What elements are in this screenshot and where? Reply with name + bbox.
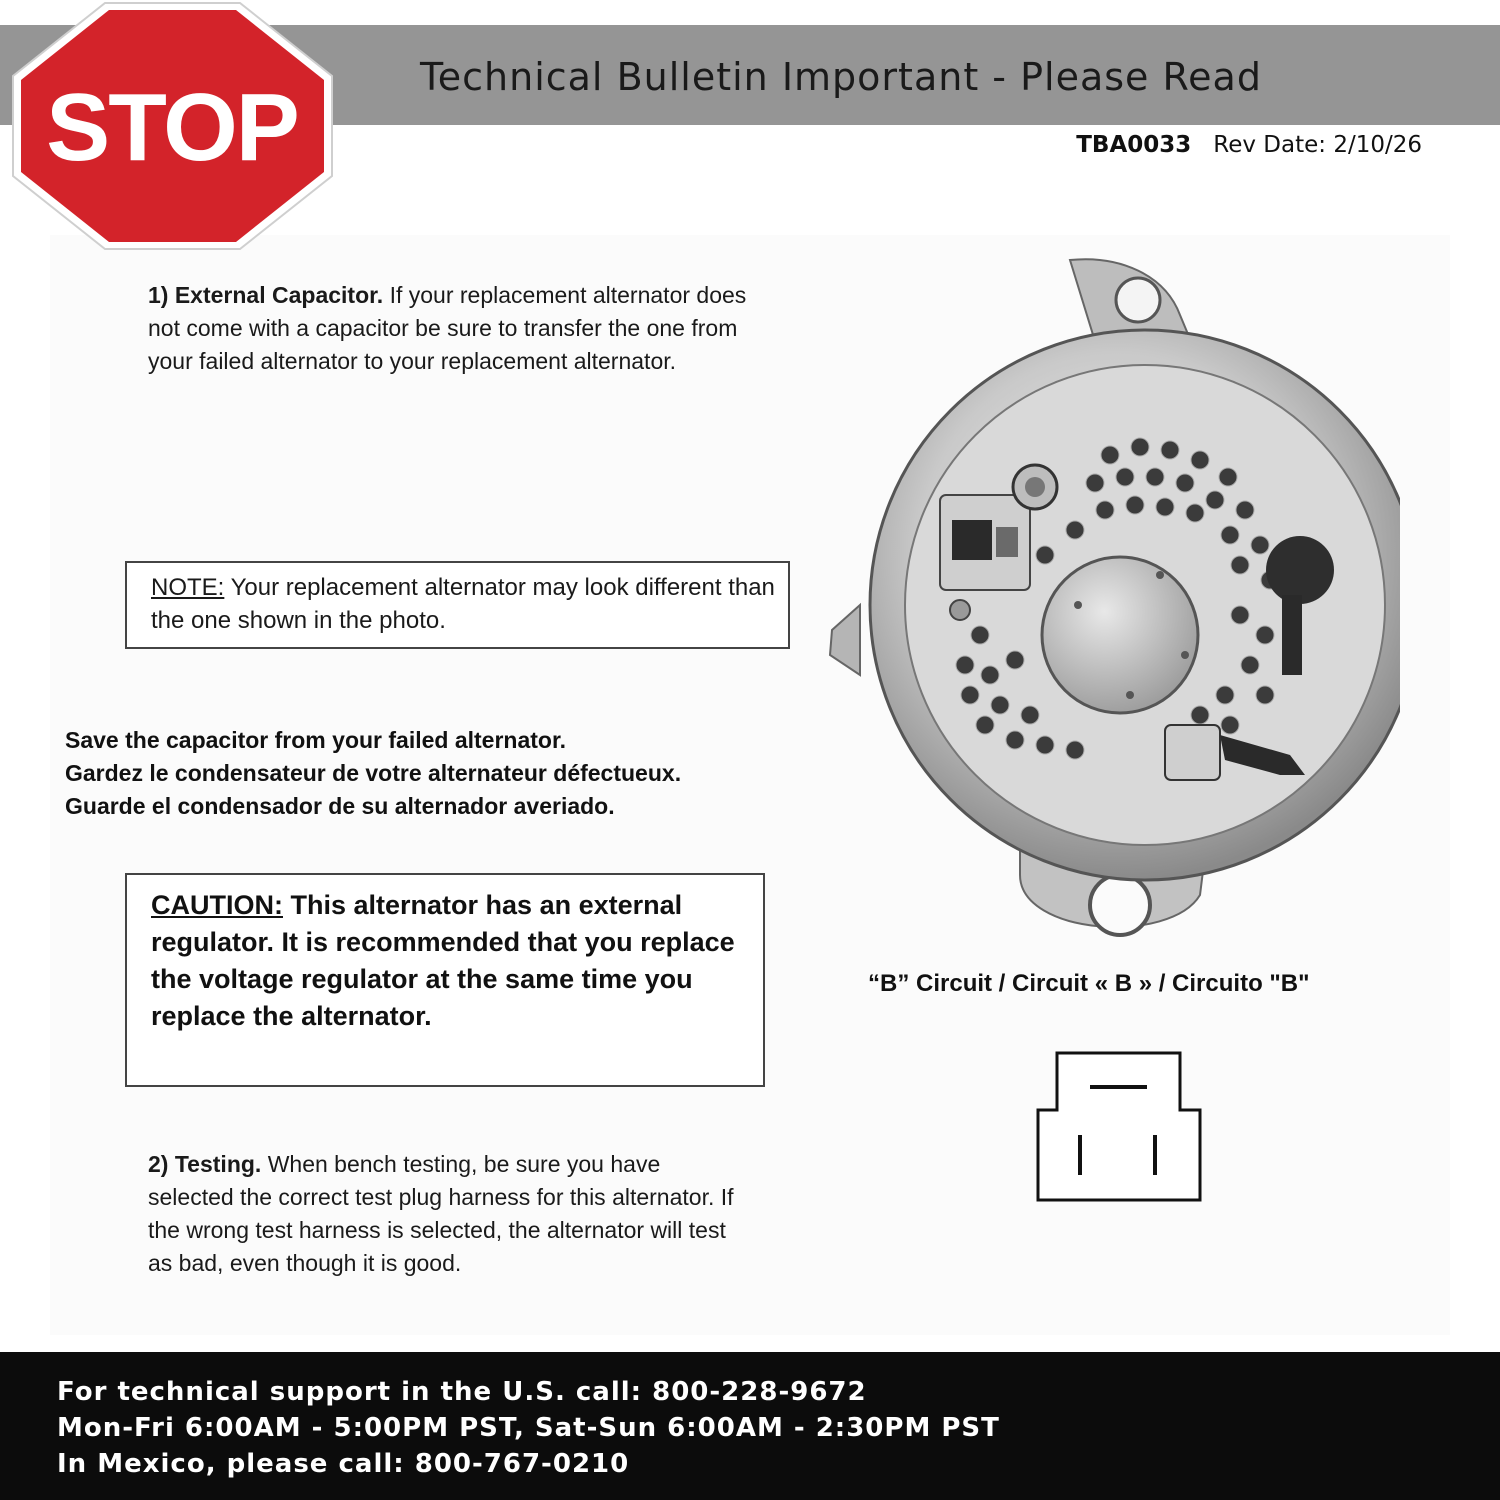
alternator-photo [820, 255, 1400, 955]
revision-date: Rev Date: 2/10/26 [1213, 132, 1422, 158]
caution-text [151, 887, 751, 1035]
support-contact [57, 1374, 1000, 1482]
circuit-label: “B” Circuit / Circuit « B » / Circuito "B" [868, 970, 1310, 997]
caution-label: CAUTION: [151, 890, 283, 920]
document-meta [1076, 132, 1422, 158]
support-hours: Mon-Fri 6:00AM - 5:00PM PST, Sat-Sun 6:00AM - 2:30PM PST [57, 1413, 1000, 1443]
caution-body: This alternator has an external regulator. It is recommended that you replace the voltage regulator at the same time you replace the alternator. [151, 890, 735, 1031]
section-testing-body: When bench testing, be sure you have selected the correct test plug harness for this alternator. If the wrong test harness is selected, the alternator will test as bad, even though it is good. [148, 1151, 734, 1276]
support-us-phone: For technical support in the U.S. call: 800-228-9672 [57, 1377, 867, 1407]
save-capacitor-french: Gardez le condensateur de votre alternateur défectueux. [65, 760, 682, 786]
document-id: TBA0033 [1076, 132, 1192, 158]
note-box [125, 561, 790, 649]
caution-box [125, 873, 765, 1087]
b-circuit-connector-diagram [1030, 1045, 1210, 1210]
footer [0, 1352, 1500, 1500]
support-mexico-phone: In Mexico, please call: 800-767-0210 [57, 1449, 630, 1479]
save-capacitor-spanish: Guarde el condensador de su alternador averiado. [65, 793, 615, 819]
section-testing [148, 1148, 748, 1280]
section-external-capacitor [148, 279, 748, 378]
section-testing-heading: 2) Testing. [148, 1151, 262, 1177]
section-external-capacitor-heading: 1) External Capacitor. [148, 282, 384, 308]
note-label: NOTE: [151, 574, 225, 601]
note-body: Your replacement alternator may look different than the one shown in the photo. [151, 574, 775, 634]
stop-sign-icon [10, 0, 335, 252]
note-text [151, 571, 781, 637]
save-capacitor-english: Save the capacitor from your failed alternator. [65, 727, 567, 753]
section-external-capacitor-body: If your replacement alternator does not come with a capacitor be sure to transfer the one from your failed alternator to your replacement alternator. [148, 282, 747, 374]
page-title: Technical Bulletin Important - Please Read [420, 55, 1262, 99]
save-capacitor-notice [65, 724, 681, 823]
stop-sign-label: STOP [46, 74, 298, 181]
